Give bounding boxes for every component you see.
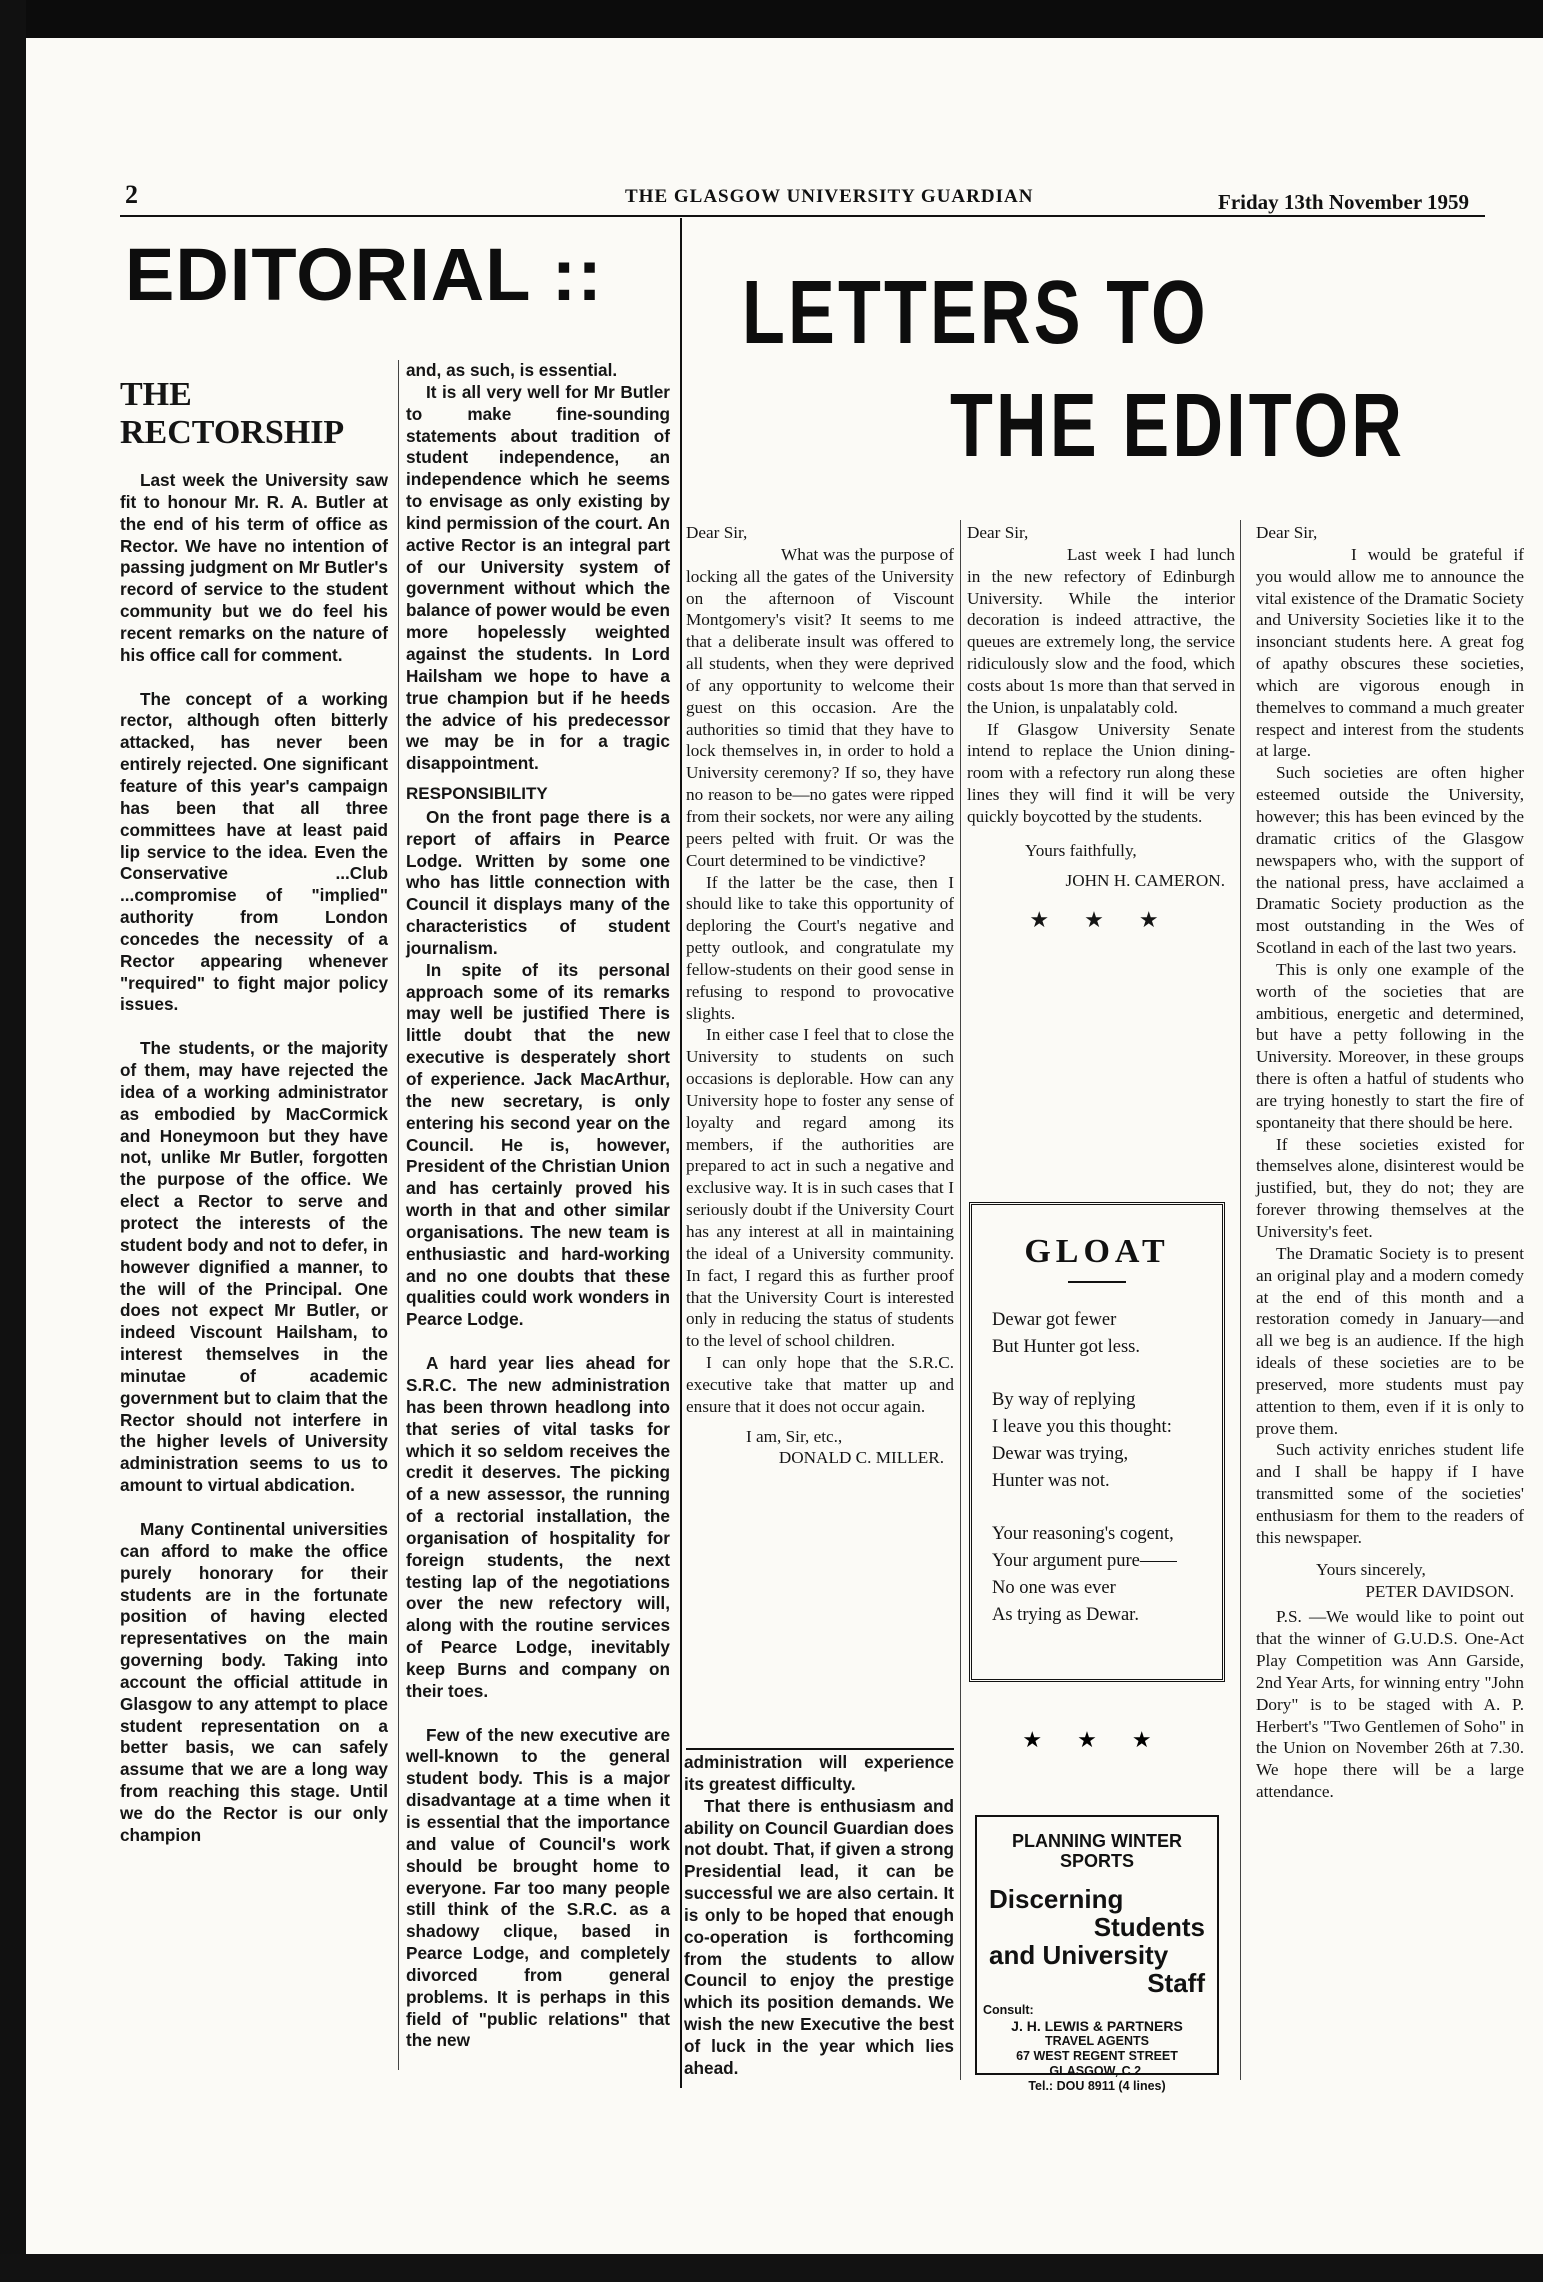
poem-line: No one was ever	[992, 1578, 1116, 1598]
letter-1	[686, 522, 954, 1469]
letter-postscript: P.S. —We would like to point out that the winner of G.U.D.S. One-Act Play Competition was Ann Garside, 2nd Year Arts, for winning entry "John Dory" is to be staged with A. P. Herbert's "Two Gentlemen of Soho" in the Union on November 26th at 7.30. We hope there will be a large attendance.	[1256, 1607, 1524, 1802]
letter-paragraph: Such societies are often higher esteemed outside the University, however; this has been evinced by the dramatic critics of the Glasgow newspapers who, with the support of the national press, have acclaimed a Dramatic Society production as the most outstanding in the Wes of Scotland in each of the last two years.	[1256, 763, 1524, 958]
letters-title-line1: LETTERS TO	[742, 263, 1209, 363]
poem-line: Hunter was not.	[992, 1471, 1110, 1491]
letter-paragraph: If Glasgow University Senate intend to replace the Union dining-room with a refectory run along these lines they will find it will be very quickly boycotted by the students.	[967, 719, 1235, 826]
subhead-line-2: RECTORSHIP	[120, 414, 345, 451]
advert-firm-sub: TRAVEL AGENTS	[1045, 2034, 1149, 2048]
poem-line: As trying as Dewar.	[992, 1605, 1139, 1625]
scan-border-top	[0, 0, 1543, 38]
column-rule-4	[1240, 520, 1241, 2080]
letter-closing: Yours sincerely,	[1316, 1559, 1426, 1579]
letter-closing: I am, Sir, etc.,	[746, 1426, 843, 1446]
poem-line: Your argument pure——	[992, 1551, 1177, 1571]
gloat-stanza-2	[972, 1387, 1222, 1495]
letter-salutation: Dear Sir,	[686, 523, 748, 542]
letter-paragraph: In either case I feel that to close the University to students on such occasions is deplorable. How can any University hope to foster any sense of loyalty and regard among its members, if the authorities are prepared to act in such a negative and exclusive way. It is in such cases that I seriously doubt if the University Court has any interest at all in maintaining the ideal of a University community. In fact, I regard this as further proof that the University Court is interested only in reducing the status of students to the level of school children.	[686, 1025, 954, 1351]
advert-line: and University	[989, 1940, 1169, 1970]
letter-closing: Yours faithfully,	[1025, 840, 1137, 860]
separator-stars: ★ ★ ★	[1022, 1728, 1166, 1753]
poem-line: Dewar was trying,	[992, 1444, 1129, 1464]
letter-3	[1256, 522, 1524, 1803]
page-number: 2	[125, 180, 138, 209]
editorial-paragraph: A hard year lies ahead for S.R.C. The new administration has been thrown headlong into that series of vital tasks for which it so seldom receives the credit it deserves. The picking of a new assessor, the running of a rectorial installation, the organisation of hospitality for foreign students, the next testing lap of the negotiations over the new refectory will, along with the routine services of Pearce Lodge, inevitably keep Burns and company on their toes.	[406, 1353, 670, 1701]
column-rule-3	[960, 520, 961, 2080]
advert-firm: J. H. LEWIS & PARTNERS	[1011, 2018, 1183, 2034]
editorial-continuation	[684, 1752, 954, 2080]
letter-paragraph: Last week I had lunch in the new refectory of Edinburgh University. While the interior decoration is indeed attractive, the queues are extremely long, the service ridiculously slow and the food, which costs about 1s more than that served in the Union, is unpalatably cold.	[967, 544, 1235, 717]
editorial-paragraph: administration will experience its greatest difficulty.	[684, 1752, 954, 1794]
letters-title-line2: THE EDITOR	[950, 376, 1406, 476]
column-rule-1	[398, 360, 399, 2070]
gloat-title: GLOAT	[1024, 1233, 1170, 1270]
subhead-line-1: THE	[120, 376, 192, 413]
section-divider	[680, 218, 682, 2088]
letter-paragraph: The Dramatic Society is to present an original play and a modern comedy at the end of this month and a restoration comedy in January—and all we beg is an audience. If the high ideals of these societies are to be preserved, more students must pay attention to them, even if it is only to prove them.	[1256, 1243, 1524, 1438]
gloat-stanza-1	[972, 1307, 1222, 1361]
editorial-paragraph: That there is enthusiasm and ability on Council Guardian does not doubt. That, if given a strong Presidential lead, it can be successful we are also certain. It is only to be hoped that enough co-operation is forthcoming from the students to allow Council to enjoy the prestige which its position demands. We wish the new Executive the best of luck in the year which lies ahead.	[684, 1795, 954, 2078]
editorial-paragraph: and, as such, is essential.	[406, 360, 618, 380]
editorial-title: EDITORIAL ::	[125, 233, 603, 316]
letter-paragraph: I would be grateful if you would allow me to announce the vital existence of the Dramatic Society and University Societies like it to the insonciant students here. A great fog of apathy obscures these societies, which are vigorous enough in themelves to command a much greater respect and interest from the students at large.	[1256, 544, 1524, 761]
header-rule	[120, 215, 1485, 217]
poem-line: But Hunter got less.	[992, 1337, 1140, 1357]
scan-border-left	[0, 0, 26, 2282]
advert-line: PLANNING WINTER	[1012, 1831, 1182, 1851]
letter-1-end-rule	[686, 1748, 954, 1750]
editorial-paragraph: Many Continental universities can afford to make the office purely honorary for their students are in the fortunate position of having elected representatives on the main governing body. Taking into account the official attitude in Glasgow to any attempt to place student representation on a better basis, we can safely assume that we are a long way from reaching this stage. Until we do the Rector is our only champion	[120, 1518, 388, 1845]
gloat-stanza-3	[972, 1521, 1222, 1629]
scan-border-bottom	[0, 2254, 1543, 2282]
poem-line: By way of replying	[992, 1390, 1136, 1410]
letter-paragraph: If these societies existed for themselves alone, disinterest would be justified, but, they do not; they are forever throwing themselves at the University's feet.	[1256, 1134, 1524, 1241]
editorial-subhead	[120, 376, 388, 452]
letter-paragraph: This is only one example of the worth of the societies that are ambitious, energetic and determined, but have a petty following in the University. Moreover, in these groups there is often a hatful of students who are trying honestly to start the fire of spontaneity that there should be here.	[1256, 959, 1524, 1132]
editorial-paragraph: In spite of its personal approach some of its remarks may well be justified There is little doubt that the new executive is desperately short of experience. Jack MacArthur, the new secretary, is only entering his second year on the Council. He is, however, President of the Christian Union and has certainly proved his worth in that and other similar organisations. The new team is enthusiastic and hard-working and no one doubts that these qualities could work wonders in Pearce Lodge.	[406, 959, 670, 1330]
letter-signature: JOHN H. CAMERON.	[1065, 870, 1225, 890]
letter-salutation: Dear Sir,	[967, 523, 1029, 542]
poem-line: Dewar got fewer	[992, 1310, 1117, 1330]
advert-line: SPORTS	[1059, 1851, 1134, 1871]
masthead: THE GLASGOW UNIVERSITY GUARDIAN	[625, 186, 1034, 207]
advert-line: Discerning	[989, 1884, 1124, 1914]
issue-date: Friday 13th November 1959	[1218, 190, 1470, 214]
gloat-poem-box	[969, 1202, 1225, 1682]
letter-paragraph: Such activity enriches student life and I shall be happy if I have transmitted some of the societies' enthusiasm for them to the readers of this newspaper.	[1256, 1440, 1524, 1547]
editorial-column-2	[406, 360, 670, 2052]
editorial-paragraph: On the front page there is a report of affairs in Pearce Lodge. Written by some one who has little connection with Council it displays many of the characteristics of student journalism.	[406, 806, 670, 958]
travel-agent-advert	[975, 1815, 1219, 2093]
letter-paragraph: I can only hope that the S.R.C. executive take that matter up and ensure that it does not occur again.	[686, 1353, 954, 1416]
editorial-paragraph: The concept of a working rector, although often bitterly attacked, has never been entirely rejected. One significant feature of this year's campaign has been that all three committees have at least paid lip service to the idea. Even the Conservative ...Club ...compromise of "implied" authority from London concedes the necessity of a Rector appearing whenever "required" to fight major policy issues.	[120, 688, 388, 1015]
letter-2	[967, 522, 1235, 931]
advert-line: Students	[1093, 1912, 1205, 1942]
advert-city: GLASGOW, C.2.	[1049, 2064, 1145, 2078]
poem-line: I leave you this thought:	[992, 1417, 1172, 1437]
letter-signature: PETER DAVIDSON.	[1365, 1581, 1514, 1601]
editorial-paragraph: Few of the new executive are well-known to the general student body. This is a major disadvantage at a time when it is essential that the importance and value of Council's work should be brought home to everyone. Far too many people still think of the S.R.C. as a shadowy clique, based in Pearce Lodge, and completely divorced from general problems. It is perhaps in this field of "public relations" that the new	[406, 1724, 670, 2051]
editorial-paragraph: The students, or the majority of them, may have rejected the idea of a working administrator as embodied by MacCormick and Honeymoon but they have not, unlike Mr Butler, forgotten the purpose of the office. We elect a Rector to serve and protect the interests of the student body and not to defer, in however dignified a manner, to the will of the Principal. One does not expect Mr Butler, or indeed Viscount Hailsham, to interest themselves in the minutae of academic government but to claim that the Rector should not interfere in the higher levels of University administration seems to us to amount to virtual abdication.	[120, 1038, 388, 1496]
gloat-title-rule	[1068, 1281, 1126, 1283]
advert-telephone: Tel.: DOU 8911 (4 lines)	[1028, 2079, 1166, 2093]
letter-paragraph: If the latter be the case, then I should like to take this opportunity of deploring the Court's negative and petty outlook, and congratulate my fellow-students on their good sense in refusing to respond to provocative slights.	[686, 872, 954, 1023]
advert-consult: Consult:	[983, 2003, 1034, 2017]
editorial-paragraph: It is all very well for Mr Butler to make fine-sounding statements about tradition of student independence, an independence which he seems to envisage as only existing by kind permission of the court. An active Rector is an integral part of our University system of government without which the balance of power would be even more hopelessly weighted against the students. In Lord Hailsham we hope to have a true champion but if he heeds the advice of his predecessor we may be in for a tragic disappointment.	[406, 381, 670, 774]
advert-line: Staff	[1147, 1968, 1205, 1998]
responsibility-heading: RESPONSIBILITY	[406, 784, 548, 804]
separator-stars: ★ ★ ★	[1029, 907, 1173, 933]
editorial-paragraph: Last week the University saw fit to honour Mr. R. A. Butler at the end of his term of office as Rector. We have no intention of passing judgment on Mr Butler's record of service to the student community but we do feel his recent remarks on the nature of his office call for comment.	[120, 470, 388, 665]
letter-salutation: Dear Sir,	[1256, 523, 1318, 542]
letter-paragraph: What was the purpose of locking all the gates of the University on the afternoon of Viscount Montgomery's visit? It seems to me that a deliberate insult was offered to all students, when they were deprived of any opportunity to welcome their guest on this occasion. Are the authorities so timid that they have to lock themselves in, in order to hold a University ceremony? If so, they have no reason to be—no gates were ripped from their sockets, nor were any ailing peers pelted with fruit. Or was the Court determined to be vindictive?	[686, 544, 954, 870]
advert-address: 67 WEST REGENT STREET	[1016, 2049, 1178, 2063]
editorial-column-1	[120, 376, 388, 1847]
poem-line: Your reasoning's cogent,	[992, 1524, 1174, 1544]
letter-signature: DONALD C. MILLER.	[778, 1448, 944, 1468]
